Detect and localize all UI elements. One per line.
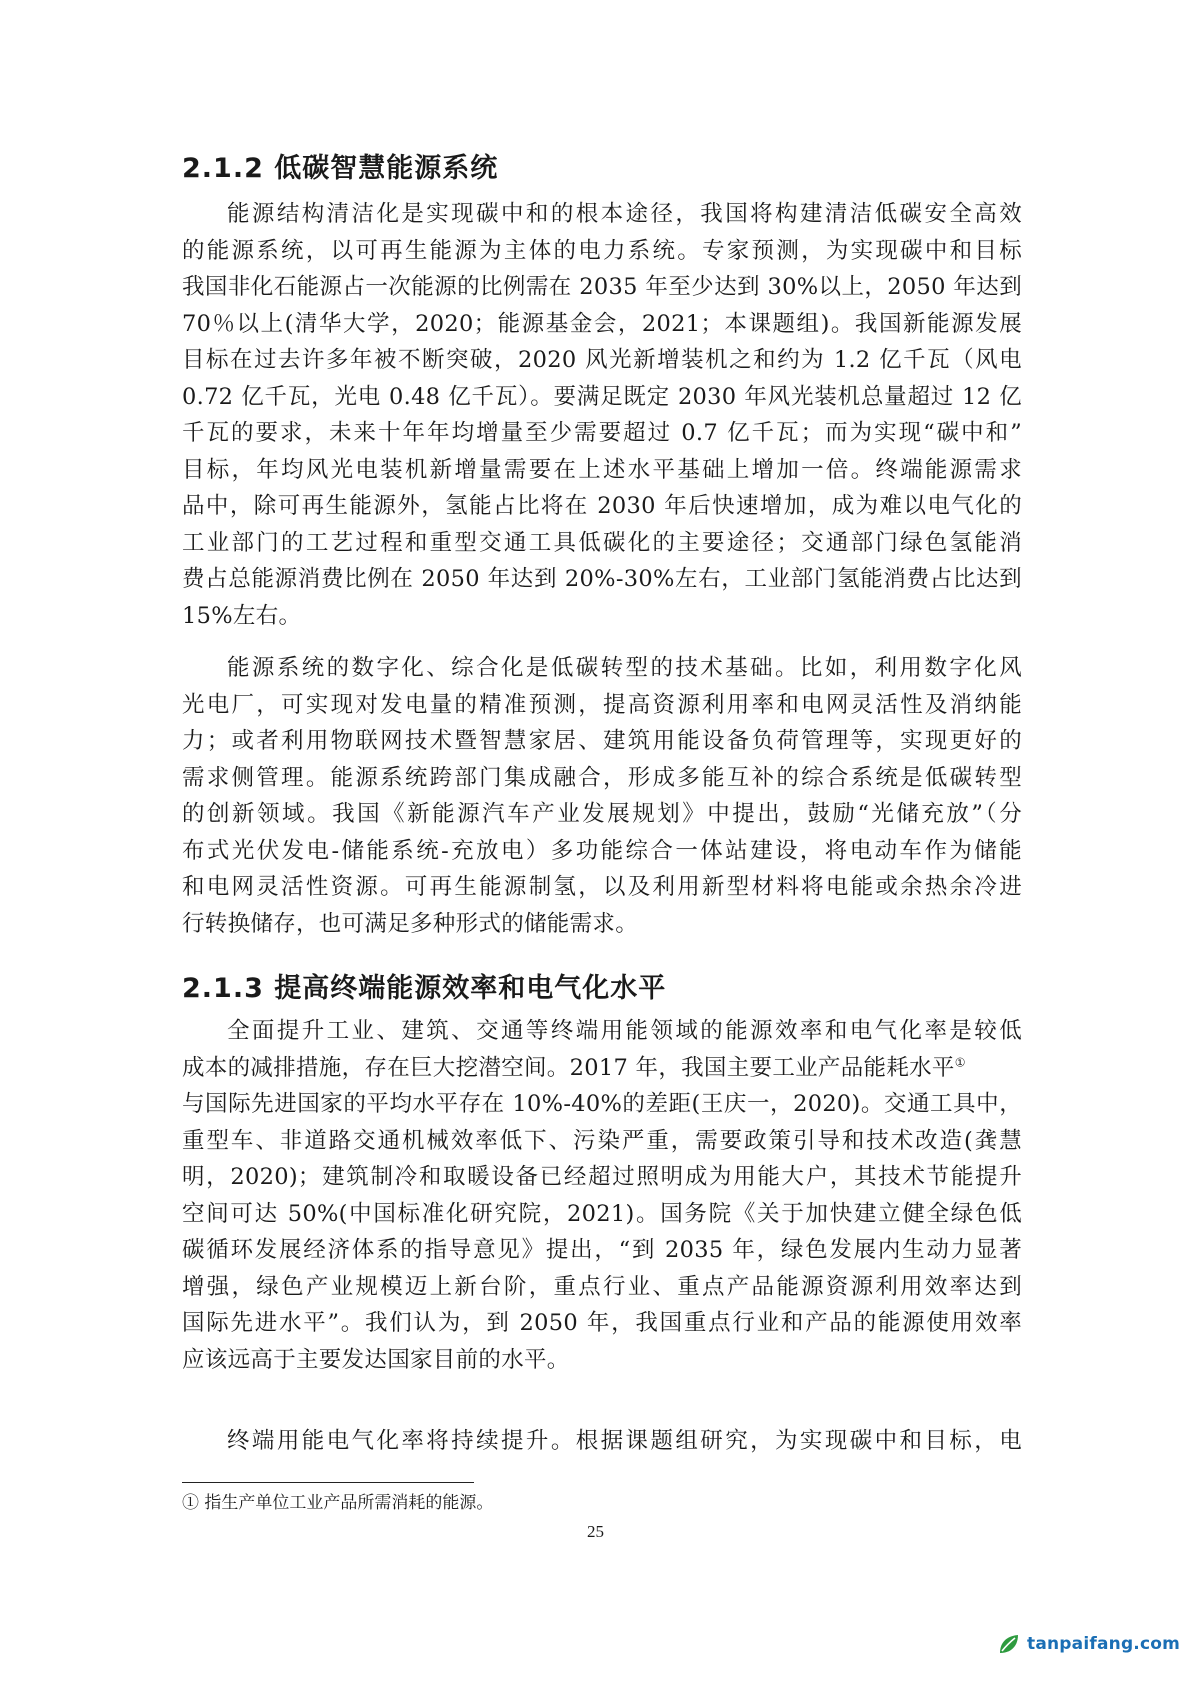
page-number: 25 [587, 1522, 604, 1541]
paragraph-energy-structure [182, 196, 1022, 634]
text-line: 碳循环发展经济体系的指导意见》提出，“到 2035 年，绿色发展内生动力显著 [182, 1237, 1022, 1263]
text-line: 15%左右。 [182, 602, 302, 629]
text-line: 国际先进水平”。我们认为，到 2050 年，我国重点行业和产品的能源使用效率 [182, 1310, 1022, 1336]
text-line: 终端用能电气化率将持续提升。根据课题组研究，为实现碳中和目标，电 [227, 1428, 1022, 1454]
text-line: 全面提升工业、建筑、交通等终端用能领域的能源效率和电气化率是较低 [227, 1018, 1022, 1044]
text-line: 布式光伏发电-储能系统-充放电）多功能综合一体站建设，将电动车作为储能 [182, 837, 1022, 864]
text-line: 增强，绿色产业规模迈上新台阶，重点行业、重点产品能源资源利用效率达到 [182, 1273, 1022, 1300]
text-line: 应该远高于主要发达国家目前的水平。 [182, 1346, 570, 1373]
footnote: ① 指生产单位工业产品所需消耗的能源。 [182, 1493, 494, 1513]
text-line: 的创新领域。我国《新能源汽车产业发展规划》中提出，鼓励“光储充放”（分 [182, 801, 1022, 827]
paragraph-end-use-efficiency [182, 1013, 1022, 1378]
text-line: 行转换储存，也可满足多种形式的储能需求。 [182, 910, 639, 937]
text-line: 我国非化石能源占一次能源的比例需在 2035 年至少达到 30%以上，2050 年达到 [182, 274, 1022, 300]
text-line: 70％以上(清华大学，2020；能源基金会，2021；本课题组)。我国新能源发展 [182, 310, 1022, 337]
paragraph-electrification [182, 1423, 1022, 1460]
text-line: 和电网灵活性资源。可再生能源制氢，以及利用新型材料将电能或余热余冷进 [182, 874, 1022, 900]
footnote-divider [182, 1482, 474, 1483]
text-line-content: 成本的减排措施，存在巨大挖潜空间。2017 年，我国主要工业产品能耗水平 [182, 1054, 955, 1081]
footnote-marker[interactable]: ① [954, 1055, 966, 1069]
section-heading-2-1-3: 2.1.3 提高终端能源效率和电气化水平 [182, 973, 667, 1004]
text-line: 目标，年均风光电装机新增量需要在上述水平基础上增加一倍。终端能源需求 [182, 456, 1022, 483]
text-line: 光电厂，可实现对发电量的精准预测，提高资源利用率和电网灵活性及消纳能 [182, 691, 1022, 718]
text-line: 目标在过去许多年被不断突破，2020 风光新增装机之和约为 1.2 亿千瓦（风电 [182, 347, 1022, 373]
text-line: 与国际先进国家的平均水平存在 10%-40%的差距(王庆一，2020)。交通工具中， [182, 1091, 1022, 1117]
text-line: 重型车、非道路交通机械效率低下、污染严重，需要政策引导和技术改造(龚慧 [182, 1127, 1022, 1154]
text-line: 费占总能源消费比例在 2050 年达到 20%-30%左右，工业部门氢能消费占比达到 [182, 566, 1022, 592]
paragraph-digitalization [182, 650, 1022, 942]
text-line: 千瓦的要求，未来十年年均增量至少需要超过 0.7 亿千瓦；而为实现“碳中和” [182, 420, 1022, 446]
text-line [182, 1050, 1022, 1087]
watermark-text: tanpaifang.com [1027, 1634, 1181, 1654]
text-line: 品中，除可再生能源外，氢能占比将在 2030 年后快速增加，成为难以电气化的 [182, 493, 1022, 519]
section-heading-2-1-2: 2.1.2 低碳智慧能源系统 [182, 153, 499, 184]
text-line: 0.72 亿千瓦，光电 0.48 亿千瓦）。要满足既定 2030 年风光装机总量超过 12 亿 [182, 383, 1022, 410]
text-line: 工业部门的工艺过程和重型交通工具低碳化的主要途径；交通部门绿色氢能消 [182, 529, 1022, 556]
text-line: 需求侧管理。能源系统跨部门集成融合，形成多能互补的综合系统是低碳转型 [182, 764, 1022, 791]
leaf-logo-icon [997, 1632, 1021, 1656]
text-line: 力；或者利用物联网技术暨智慧家居、建筑用能设备负荷管理等，实现更好的 [182, 728, 1022, 754]
watermark [997, 1632, 1180, 1656]
text-line: 的能源系统，以可再生能源为主体的电力系统。专家预测，为实现碳中和目标 [182, 237, 1022, 264]
text-line: 能源系统的数字化、综合化是低碳转型的技术基础。比如，利用数字化风 [227, 655, 1022, 681]
text-line: 能源结构清洁化是实现碳中和的根本途径，我国将构建清洁低碳安全高效 [227, 201, 1022, 227]
text-line: 空间可达 50%(中国标准化研究院，2021)。国务院《关于加快建立健全绿色低 [182, 1200, 1022, 1227]
text-line: 明，2020)；建筑制冷和取暖设备已经超过照明成为用能大户，其技术节能提升 [182, 1164, 1022, 1190]
